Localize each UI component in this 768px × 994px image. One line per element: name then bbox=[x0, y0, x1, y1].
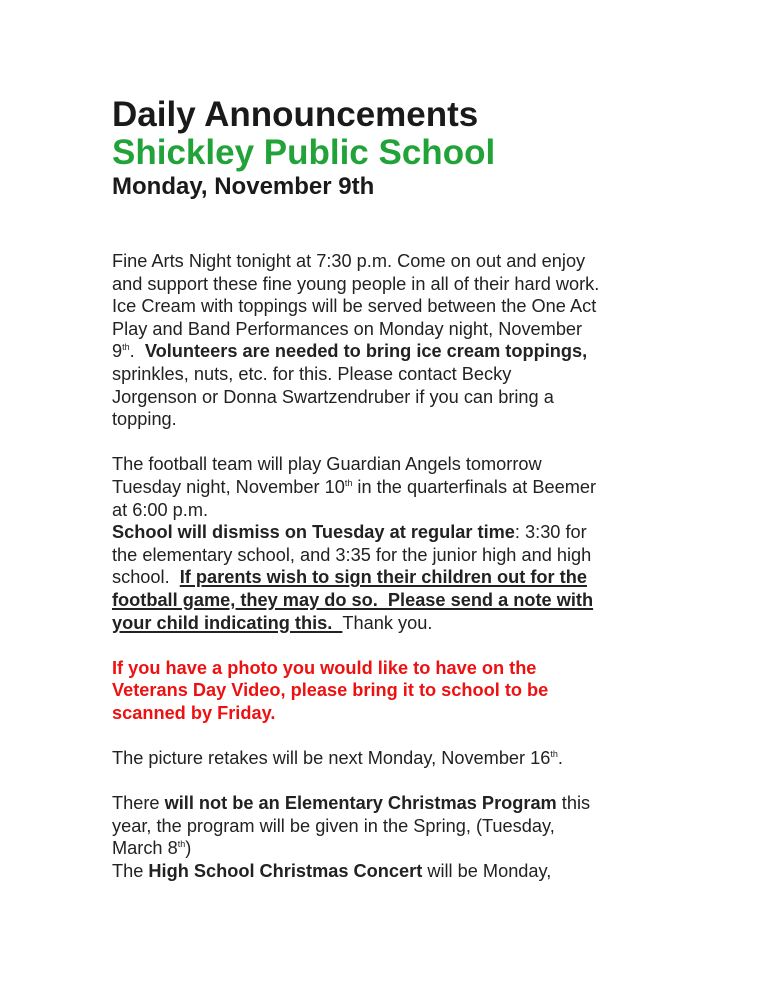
school-name: Shickley Public School bbox=[112, 133, 496, 172]
text-line: scanned by Friday. bbox=[112, 702, 276, 723]
text-span: school. bbox=[112, 567, 180, 588]
elementary-program-notice: will not be an Elementary Christmas Program bbox=[164, 793, 557, 814]
text-span: will be Monday, bbox=[422, 861, 552, 882]
text-span: There bbox=[112, 793, 165, 814]
text-line bbox=[112, 747, 672, 770]
ordinal-suffix: th bbox=[550, 749, 558, 760]
concert-notice: High School Christmas Concert bbox=[148, 861, 423, 882]
text-line bbox=[112, 521, 672, 544]
text-line bbox=[112, 589, 672, 612]
christmas-program-announcement bbox=[112, 792, 672, 882]
text-line: Jorgenson or Donna Swartzendruber if you can bring a bbox=[112, 386, 554, 407]
text-line bbox=[112, 612, 672, 635]
football-announcement bbox=[112, 453, 672, 634]
text-line: Veterans Day Video, please bring it to school to be bbox=[112, 680, 549, 701]
text-line: at 6:00 p.m. bbox=[112, 499, 209, 520]
sign-out-notice: If parents wish to sign their children out for the bbox=[179, 567, 587, 588]
text-line: If you have a photo you would like to have on the bbox=[112, 657, 537, 678]
text-line: year, the program will be given in the Spring, (Tuesday, bbox=[112, 815, 555, 836]
text-line bbox=[112, 340, 672, 363]
text-line: the elementary school, and 3:35 for the junior high and high bbox=[112, 544, 592, 565]
text-line: Ice Cream with toppings will be served between the One Act bbox=[112, 296, 597, 317]
text-span: 9 bbox=[112, 341, 123, 362]
text-span: The bbox=[112, 861, 149, 882]
text-span: . bbox=[557, 748, 563, 769]
text-line: The football team will play Guardian Angels tomorrow bbox=[112, 454, 542, 475]
text-line: and support these fine young people in all of their hard work. bbox=[112, 273, 600, 294]
text-line bbox=[112, 792, 672, 815]
announcement-date: Monday, November 9th bbox=[112, 173, 375, 200]
ordinal-suffix: th bbox=[344, 477, 353, 488]
ordinal-suffix: th bbox=[177, 839, 186, 850]
text-span: . bbox=[129, 341, 145, 362]
text-span: Thank you. bbox=[342, 612, 433, 633]
sign-out-notice: football game, they may do so. Please send a note with bbox=[112, 589, 594, 610]
text-span: March 8 bbox=[112, 838, 178, 859]
text-span: Tuesday night, November 10 bbox=[112, 476, 345, 497]
dismissal-notice: School will dismiss on Tuesday at regular time bbox=[112, 522, 515, 543]
text-line: Fine Arts Night tonight at 7:30 p.m. Come on out and enjoy bbox=[112, 251, 586, 271]
text-line bbox=[112, 566, 672, 589]
text-span: ) bbox=[185, 838, 192, 859]
volunteers-notice: Volunteers are needed to bring ice cream toppings, bbox=[144, 341, 588, 362]
veterans-day-announcement bbox=[112, 657, 672, 725]
sign-out-notice: your child indicating this. bbox=[112, 612, 343, 633]
fine-arts-announcement bbox=[112, 250, 672, 431]
document-title: Daily Announcements bbox=[112, 95, 479, 134]
text-line bbox=[112, 476, 672, 499]
text-span: this bbox=[556, 793, 591, 814]
text-line: topping. bbox=[112, 409, 177, 430]
announcement-document bbox=[112, 96, 672, 883]
text-span: : 3:30 for bbox=[514, 522, 587, 543]
text-span: in the quarterfinals at Beemer bbox=[352, 476, 597, 497]
text-line bbox=[112, 837, 672, 860]
text-line bbox=[112, 860, 672, 883]
ordinal-suffix: th bbox=[122, 342, 130, 353]
picture-retakes-announcement bbox=[112, 747, 672, 770]
text-line: Play and Band Performances on Monday night, November bbox=[112, 318, 583, 339]
text-span: The picture retakes will be next Monday, November 16 bbox=[112, 748, 551, 769]
text-line: sprinkles, nuts, etc. for this. Please contact Becky bbox=[112, 363, 512, 384]
